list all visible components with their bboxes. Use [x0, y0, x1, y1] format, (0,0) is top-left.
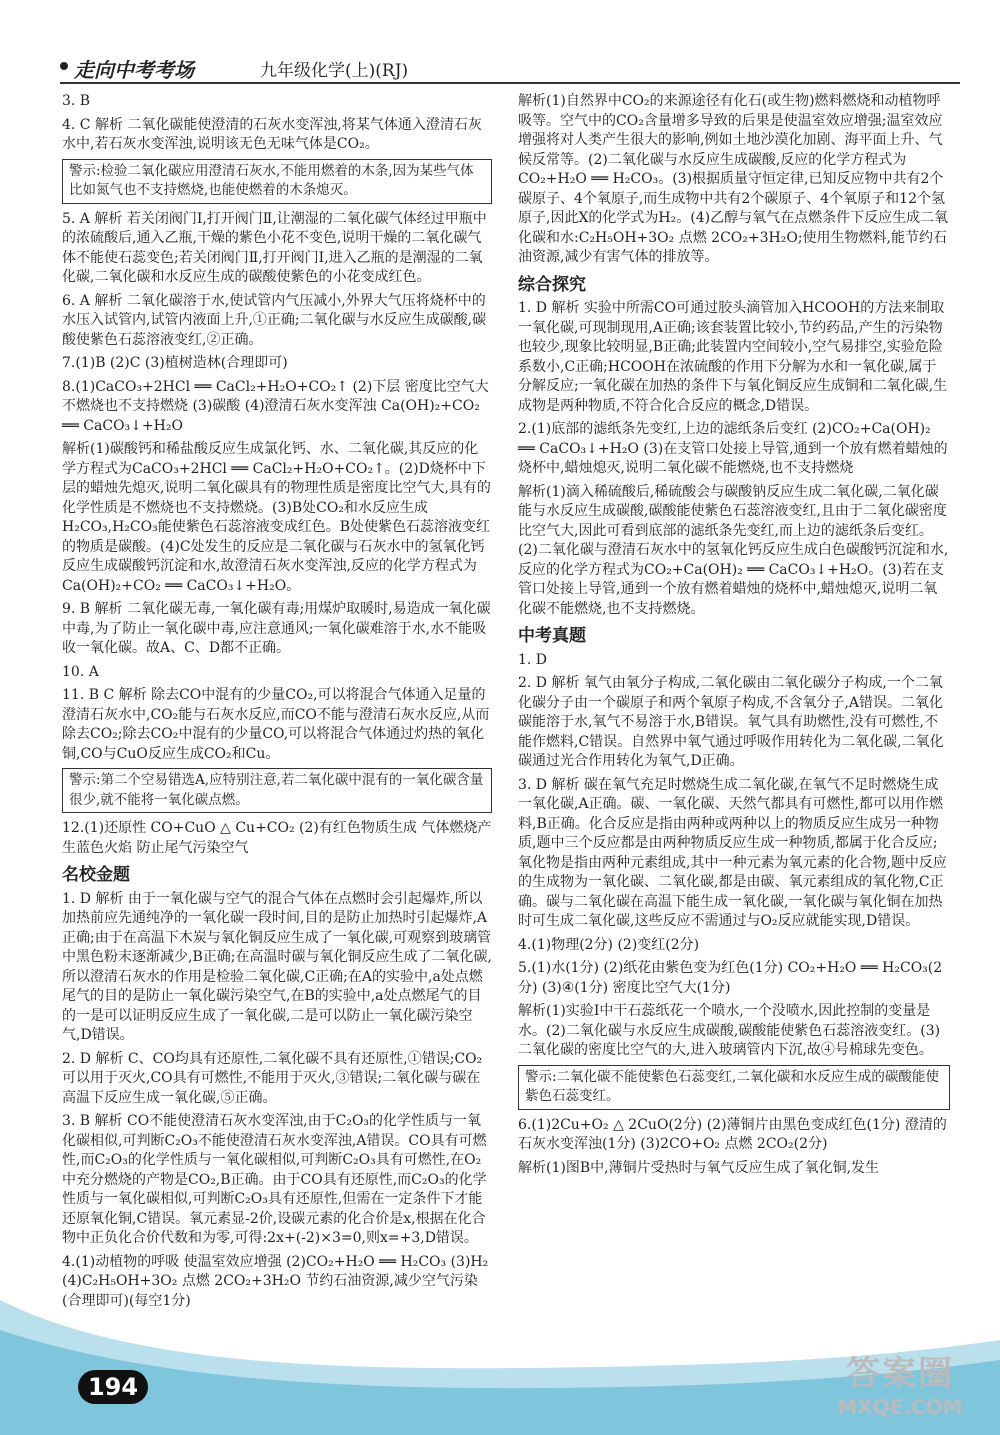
watermark-line1: 答案圈: [846, 1354, 954, 1394]
warning-box: 警示:检验二氧化碳应用澄清石灰水,不能用燃着的木条,因为某些气体比如氮气也不支持燃烧,也能使燃着的木条熄灭。: [62, 159, 492, 204]
answer-paragraph: 6.(1)2Cu+O₂ △ 2CuO(2分) (2)薄铜片由黑色变成红色(1分) 澄清的石灰水变浑浊(1分) (3)2CO+O₂ 点燃 2CO₂(2分): [518, 1116, 947, 1152]
watermark-line2: MXQE.COM: [837, 1395, 963, 1419]
warning-box: 警示:二氧化碳不能使紫色石蕊变红,二氧化碳和水反应生成的碳酸能使紫色石蕊变红。: [518, 1065, 950, 1110]
answer-paragraph: 解析(1)实验Ⅰ中干石蕊纸花一个喷水,一个没喷水,因此控制的变量是水。(2)二氧化碳与水反应生成碳酸,碳酸能使紫色石蕊溶液变红。(3)二氧化碳的密度比空气的大,进入玻璃管内下沉,故④号棉球先变色。: [518, 1003, 941, 1058]
answer-paragraph: 1. D 解析 实验中所需CO可通过胶头滴管加入HCOOH的方法来制取一氧化碳,可现制现用,A正确;该套装置比较小,节约药品,产生的污染物也较少,现象比较明显,B正确;此装置内空间较小,空气易排空,实验危险系数小,C正确;HCOOH在浓硫酸的作用下分解为水和一氧化碳,属于分解反应;一氧化碳在加热的条件下与氧化铜反应生成铜和二氧化碳,生成物是两种物质,不符合化合反应的概念,D错误。: [518, 300, 948, 414]
answer-paragraph: 2.(1)底部的滤纸条先变红,上边的滤纸条后变红 (2)CO₂+Ca(OH)₂ ══ CaCO₃↓+H₂O (3)在支管口处接上导管,通到一个放有燃着蜡烛的烧杯中,蜡烛熄灭,说明二氧化碳不能燃烧,也不支持燃烧: [518, 421, 948, 476]
site-watermark: [810, 1346, 990, 1419]
answer-paragraph: 解析(1)碳酸钙和稀盐酸反应生成氯化钙、水、二氧化碳,其反应的化学方程式为CaCO₃+2HCl ══ CaCl₂+H₂O+CO₂↑。(2)D烧杯中下层的蜡烛先熄灭,说明二氧化碳具有的物理性质是密度比空气大,具有的化学性质是不燃烧也不支持燃烧。(3)B处CO₂和水反应生成H₂CO₃,H₂CO₃能使紫色石蕊溶液变成红色。B处使紫色石蕊溶液变红的物质是碳酸。(4)C处发生的反应是二氧化碳与石灰水中的氢氧化钙反应生成碳酸钙沉淀和水,故澄清石灰水变浑浊,反应的化学方程式为Ca(OH)₂+CO₂ ══ CaCO₃↓+H₂O。: [62, 441, 491, 594]
answer-paragraph: 11. B C 解析 除去CO中混有的少量CO₂,可以将混合气体通入足量的澄清石灰水中,CO₂能与石灰水反应,而CO不能与澄清石灰水反应,从而除去CO₂;除去CO₂中混有的少量CO,可以将混合气体通过灼热的氧化铜,CO与CuO反应生成CO₂和Cu。: [62, 687, 490, 762]
bullet-icon: [60, 62, 68, 70]
answer-paragraph: 6. A 解析 二氧化碳溶于水,使试管内气压减小,外界大气压将烧杯中的水压入试管内,试管内液面上升,①正确;二氧化碳与水反应生成碳酸,碳酸使紫色石蕊溶液变红,②正确。: [62, 292, 487, 348]
answer-paragraph: 解析(1)自然界中CO₂的来源途径有化石(或生物)燃料燃烧和动植物呼吸等。空气中的CO₂含量增多导致的后果是使温室效应增强;温室效应增强将对人类产生很大的影响,例如土地沙漠化加剧、海平面上升、气候反常等。(2)二氧化碳与水反应生成碳酸,反应的化学方程式为CO₂+H₂O ══ H₂CO₃。(3)根据质量守恒定律,已知反应物中共有2个碳原子、4个氧原子,而生成物中共有2个碳原子、4个氧原子和12个氢原子,因此X的化学式为H₂。(4)乙醇与氧气在点燃条件下反应生成二氧化碳和水:C₂H₅OH+3O₂ 点燃 2CO₂+3H₂O;使用生物燃料,能节约石油资源,减少有害气体的排放等。: [518, 93, 949, 265]
answer-paragraph: 2. D 解析 C、CO均具有还原性,二氧化碳不具有还原性,①错误;CO₂可以用于灭火,CO具有可燃性,不能用于灭火,③错误;二氧化碳与碳在高温下反应生成一氧化碳,⑤正确。: [62, 1050, 483, 1106]
section-heading: 中考真题: [518, 626, 586, 646]
page-number: 194: [78, 1370, 148, 1404]
page-header: [60, 52, 960, 84]
answer-paragraph: 9. B 解析 二氧化碳无毒,一氧化碳有毒;用煤炉取暖时,易造成一氧化碳中毒,为了防止一氧化碳中毒,应注意通风;一氧化碳难溶于水,水不能吸收一氧化碳。故A、C、D都不正确。: [62, 601, 491, 656]
section-heading: 名校金题: [62, 865, 130, 885]
book-subtitle: 九年级化学(上)(RJ): [260, 61, 409, 81]
answer-paragraph: 7.(1)B (2)C (3)植树造林(合理即可): [62, 355, 288, 371]
answer-paragraph: 1. D: [518, 651, 548, 668]
answer-paragraph: 解析(1)滴入稀硫酸后,稀硫酸会与碳酸钠反应生成二氧化碳,二氧化碳能与水反应生成碳酸,碳酸能使紫色石蕊溶液变红,且由于二氧化碳密度比空气大,因此可看到底部的滤纸条先变红,而上边的滤纸条后变红。(2)二氧化碳与澄清石灰水中的氢氧化钙反应生成白色碳酸钙沉淀和水,反应的化学方程式为CO₂+Ca(OH)₂ ══ CaCO₃↓+H₂O。(3)若在支管口处接上导管,通到一个放有燃着蜡烛的烧杯中,蜡烛熄灭,说明二氧化碳不能燃烧,也不支持燃烧。: [518, 483, 949, 617]
book-series-title: 走向中考考场: [74, 58, 194, 82]
answer-paragraph: 5. A 解析 若关闭阀门Ⅰ,打开阀门Ⅱ,让潮湿的二氧化碳气体经过甲瓶中的浓硫酸后,通入乙瓶,干燥的紫色小花不变色,说明干燥的二氧化碳气体不能使石蕊变色;若关闭阀门Ⅱ,打开阀门Ⅰ,进入乙瓶的是潮湿的二氧化碳,二氧化碳和水反应生成的碳酸使紫色的小花变成红色。: [62, 210, 487, 285]
answer-paragraph: 2. D 解析 氧气由氧分子构成,二氧化碳由二氧化碳分子构成,一个二氧化碳分子由一个碳原子和两个氧原子构成,不含氧分子,A错误。二氧化碳能溶于水,氧气不易溶于水,B错误。氧气具有助燃性,没有可燃性,不能作燃料,C错误。自然界中氧气通过呼吸作用转化为二氧化碳,二氧化碳通过光合作用转化为氧气,D正确。: [518, 675, 944, 769]
left-column: [62, 92, 492, 1315]
answer-paragraph: 12.(1)还原性 CO+CuO △ Cu+CO₂ (2)有红色物质生成 气体燃烧产生蓝色火焰 防止尾气污染空气: [62, 820, 492, 856]
warning-box: 警示:第二个空易错选A,应特别注意,若二氧化碳中混有的一氧化碳含量很少,就不能将一氧化碳点燃。: [62, 768, 492, 813]
right-column: [518, 92, 950, 1182]
answer-paragraph: 1. D 解析 由于一氧化碳与空气的混合气体在点燃时会引起爆炸,所以加热前应先通纯净的一氧化碳一段时间,目的是防止加热时引起爆炸,A正确;由于在高温下木炭与氧化铜反应生成了一氧化碳,可观察到玻璃管中黑色粉末逐渐减少,B正确;在高温时碳与氧化铜反应生成了二氧化碳,所以澄清石灰水的作用是检验二氧化碳,C正确;在A的实验中,a处点燃尾气的目的是防止一氧化碳污染空气,在B的实验中,a处点燃尾气的目的一是可以证明反应生成了一氧化碳,二是可以防止一氧化碳污染空气,D错误。: [62, 890, 492, 1043]
answer-paragraph: 4. C 解析 二氧化碳能使澄清的石灰水变浑浊,将某气体通入澄清石灰水中,若石灰水变浑浊,说明该无色无味气体是CO₂。: [62, 116, 482, 152]
answer-paragraph: 5.(1)水(1分) (2)纸花由紫色变为红色(1分) CO₂+H₂O ══ H₂CO₃(2分) (3)④(1分) 密度比空气大(1分): [518, 960, 943, 996]
answer-paragraph: 3. B: [62, 93, 91, 109]
answer-paragraph: 3. B 解析 CO不能使澄清石灰水变浑浊,由于C₂O₃的化学性质与一氧化碳相似,可判断C₂O₃不能使澄清石灰水变浑浊,A错误。CO具有可燃性,而C₂O₃的化学性质与一氧化碳相似,可判断C₂O₃具有可燃性,在O₂中充分燃烧的产物是CO₂,B正确。由于CO具有还原性,而C₂O₃的化学性质与一氧化碳相似,可判断C₂O₃具有还原性,但需在一定条件下才能还原氧化铜,C错误。氧元素显-2价,设碳元素的化合价是x,根据在化合物中正负化合价代数和为零,可得:2x+(-2)×3=0,则x=+3,D错误。: [62, 1113, 487, 1246]
answer-paragraph: 4.(1)动植物的呼吸 使温室效应增强 (2)CO₂+H₂O ══ H₂CO₃ (3)H₂ (4)C₂H₅OH+3O₂ 点燃 2CO₂+3H₂O 节约石油资源,减少空气污染(合理即可)(每空1分): [62, 1253, 489, 1309]
answer-paragraph: 4.(1)物理(2分) (2)变红(2分): [518, 936, 700, 953]
answer-paragraph: 8.(1)CaCO₃+2HCl ══ CaCl₂+H₂O+CO₂↑ (2)下层 密度比空气大 不燃烧也不支持燃烧 (3)碳酸 (4)澄清石灰水变浑浊 Ca(OH)₂+CO₂ ══ CaCO₃↓+H₂O: [62, 378, 489, 434]
answer-paragraph: 3. D 解析 碳在氧气充足时燃烧生成二氧化碳,在氧气不足时燃烧生成一氧化碳,A正确。碳、一氧化碳、天然气都具有可燃性,都可以用作燃料,B正确。化合反应是指由两种或两种以上的物质反应生成另一种物质,题中三个反应都是由两种物质反应生成一种物质,都属于化合反应;氧化物是指由两种元素组成,其中一种元素为氧元素的化合物,题中反应的生成物为一氧化碳、二氧化碳,都是由碳、氧元素组成的氧化物,C正确。碳与二氧化碳在高温下能生成一氧化碳,一氧化碳与氧化铜在加热时可生成二氧化碳,这些反应不需通过与O₂反应就能实现,D错误。: [518, 776, 947, 929]
answer-paragraph: 10. A: [62, 663, 99, 680]
section-heading: 综合探究: [518, 274, 586, 295]
answer-paragraph: 解析(1)图B中,薄铜片受热时与氧气反应生成了氧化铜,发生: [518, 1159, 880, 1176]
